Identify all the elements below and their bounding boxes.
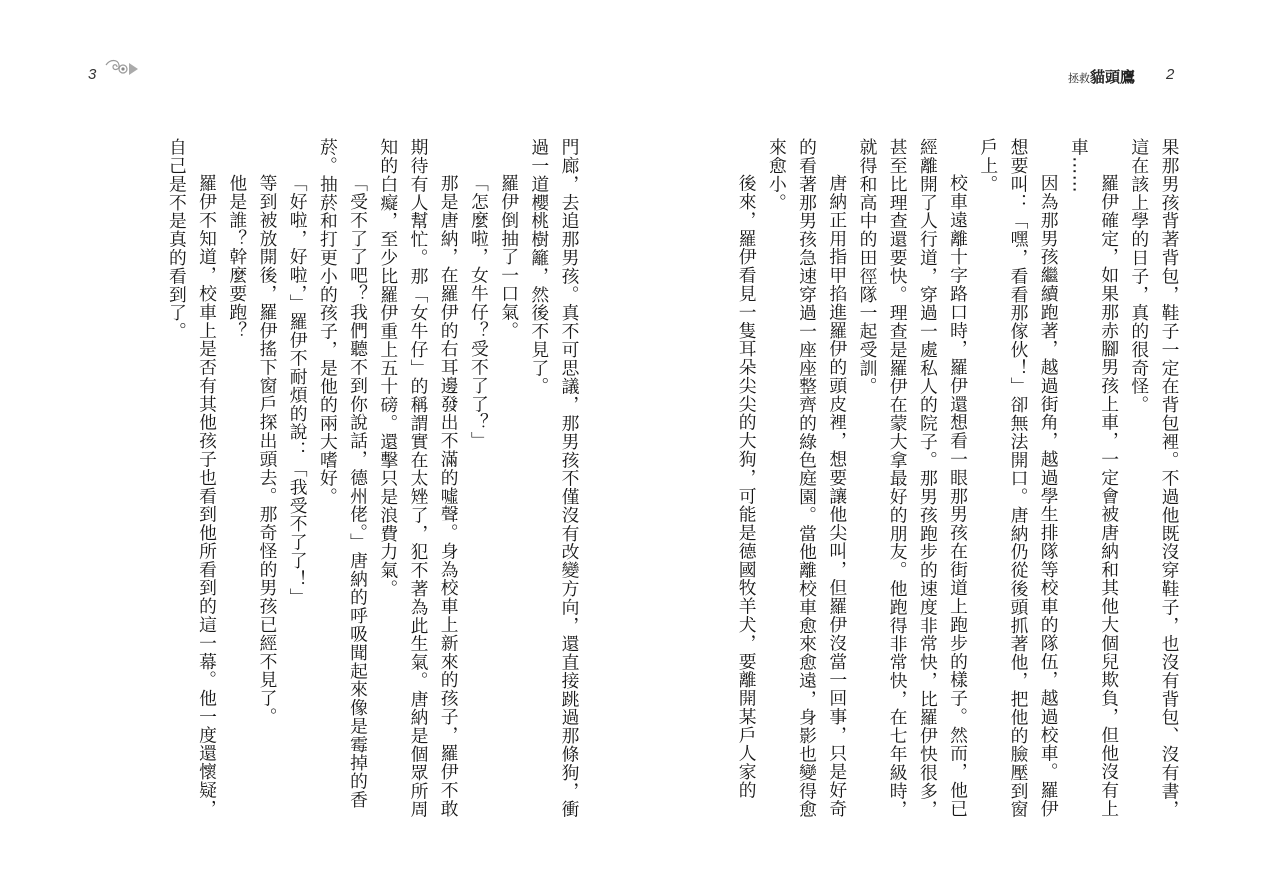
paragraph: 羅伊倒抽了一口氣。 — [498, 173, 520, 340]
left-page-number: 3 — [88, 66, 97, 83]
paragraph: 他是誰？幹麼要跑？ — [226, 173, 248, 340]
paragraph: 門廊，去追那男孩。真不可思議，那男孩不僅沒有改變方向，還直接跳過那條狗，衝過一道櫻桃樹籬，然後不見了。 — [528, 138, 580, 819]
right-page-number: 2 — [1166, 66, 1175, 83]
swirl-arrow-ornament-icon — [104, 57, 140, 79]
paragraph: 「好啦，好啦，」羅伊不耐煩的說：「我受不了了！」 — [287, 173, 309, 607]
paragraph: 唐納正用指甲掐進羅伊的頭皮裡，想要讓他尖叫，但羅伊沒當一回事，只是好奇的看著那男孩急速穿過一座座整齊的綠色庭園。當他離校車愈來愈遠，身影也變得愈來愈小。 — [766, 138, 848, 819]
paragraph: 因為那男孩繼續跑著，越過街角，越過學生排隊等校車的隊伍，越過校車。羅伊想要叫：「嘿，看看那傢伙！」卻無法開口。唐納仍從後頭抓著他，把他的臉壓到窗戶上。 — [977, 138, 1060, 819]
title-big: 貓頭鷹 — [1090, 68, 1136, 86]
paragraph: 羅伊確定，如果那赤腳男孩上車，一定會被唐納和其他大個兒欺負，但他沒有上車…… — [1068, 138, 1120, 818]
paragraph: 「受不了了吧？我們聽不到你說話，德州佬。」唐納的呼吸聞起來像是霉掉的香菸。抽菸和打更小的孩子，是他的兩大嗜好。 — [317, 138, 369, 809]
paragraph: 果那男孩背著背包，鞋子一定在背包裡。不過他既沒穿鞋子，也沒有背包、沒有書，這在該上學的日子，真的很奇怪。 — [1128, 138, 1180, 819]
paragraph: 校車遠離十字路口時，羅伊還想看一眼那男孩在街道上跑步的樣子。然而，他已經離開了人行道，穿過一處私人的院子。那男孩跑步的速度非常快，比羅伊快很多，甚至比理查還要快。理查是羅伊在蒙大拿最好的朋友。他跑得非常快，在七年級時，就得和高中的田徑隊一起受訓。 — [856, 138, 969, 819]
running-header-title — [1068, 66, 1135, 87]
paragraph: 那是唐納，在羅伊的右耳邊發出不滿的噓聲。身為校車上新來的孩子，羅伊不敢期待有人幫忙。那「女牛仔」的稱謂實在太矬了，犯不著為此生氣。唐納是個眾所周知的白癡，至少比羅伊重上五十磅。還擊只是浪費力氣。 — [377, 138, 460, 819]
paragraph: 羅伊不知道，校車上是否有其他孩子也看到他所看到的這一幕。他一度還懷疑，自己是不是真的看到了。 — [166, 138, 218, 818]
paragraph: 等到被放開後，羅伊搖下窗戶探出頭去。那奇怪的男孩已經不見了。 — [256, 173, 278, 726]
paragraph: 「怎麼啦，女牛仔？受不了了？」 — [468, 173, 490, 450]
paragraph: 後來，羅伊看見一隻耳朵尖尖的大狗，可能是德國牧羊犬，要離開某戶人家的 — [736, 173, 758, 799]
title-small: 拯救 — [1068, 72, 1090, 85]
left-page-text — [104, 138, 584, 828]
right-page-text — [714, 138, 1184, 828]
